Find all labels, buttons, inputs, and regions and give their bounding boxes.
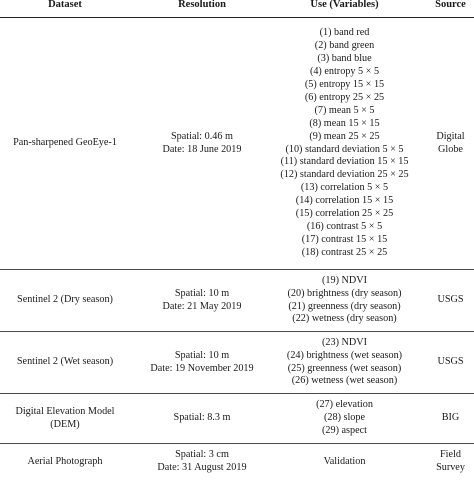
variable-item: (27) elevation: [316, 399, 373, 411]
variable-item: (24) brightness (wet season): [286, 349, 403, 361]
source-text: BIG: [441, 412, 460, 424]
resolution-spatial: Spatial: 0.46 m: [171, 130, 233, 142]
dataset-name: Aerial Photograph: [27, 455, 103, 467]
variable-item: (9) mean 25 × 25: [309, 130, 380, 142]
dataset-name: Digital Elevation Model: [15, 405, 115, 417]
resolution-cell: [138, 288, 266, 314]
variable-item: (25) greenness (wet season): [287, 362, 402, 374]
dataset-cell: [0, 356, 138, 369]
source-text: USGS: [437, 356, 464, 368]
source-cell: [423, 449, 474, 475]
source-cell: [423, 412, 474, 425]
variable-item: (18) contrast 25 × 25: [301, 246, 388, 258]
dataset-name: Pan-sharpened GeoEye-1: [13, 137, 117, 149]
header-variables: Use (Variables): [310, 0, 379, 11]
variables-cell: [266, 275, 423, 327]
table-row: [0, 18, 474, 270]
variable-item: (17) contrast 15 × 15: [301, 233, 388, 245]
resolution-spatial: Spatial: 10 m: [174, 349, 230, 361]
source-cell: [423, 356, 474, 369]
dataset-name: (DEM): [50, 418, 80, 430]
variable-item: (15) correlation 25 × 25: [295, 208, 394, 220]
variable-item: Validation: [323, 455, 366, 467]
variable-item: (7) mean 5 × 5: [314, 104, 375, 116]
resolution-date: Date: 18 June 2019: [162, 143, 242, 155]
dataset-cell: [0, 137, 138, 150]
resolution-spatial: Spatial: 3 cm: [175, 449, 229, 461]
variable-item: (8) mean 15 × 15: [309, 117, 380, 129]
dataset-name: Sentinel 2 (Dry season): [17, 294, 113, 306]
variable-item: (4) entropy 5 × 5: [309, 66, 380, 78]
source-text: Survey: [436, 462, 465, 473]
resolution-date: Date: 31 August 2019: [157, 462, 247, 473]
variables-cell: [266, 337, 423, 389]
dataset-name: Sentinel 2 (Wet season): [16, 356, 114, 368]
variable-item: (22) wetness (dry season): [292, 313, 397, 325]
dataset-cell: [0, 294, 138, 307]
source-text: Digital: [436, 130, 465, 142]
variable-item: (5) entropy 15 × 15: [304, 78, 385, 90]
variable-item: (26) wetness (wet season): [291, 375, 398, 387]
header-source: Source: [435, 0, 466, 11]
table-row: [0, 332, 474, 394]
variable-item: (14) correlation 15 × 15: [295, 195, 394, 207]
resolution-cell: [138, 350, 266, 376]
variable-item: (19) NDVI: [322, 274, 367, 286]
table-row: [0, 394, 474, 444]
variables-cell: [266, 27, 423, 259]
resolution-cell: [138, 449, 266, 475]
resolution-cell: [138, 131, 266, 157]
table-header-row: [0, 0, 474, 18]
source-cell: [423, 294, 474, 307]
variable-item: (12) standard deviation 25 × 25: [280, 169, 409, 181]
source-text: Globe: [438, 143, 463, 155]
resolution-spatial: Spatial: 10 m: [174, 287, 230, 299]
variable-item: (28) slope: [323, 412, 366, 424]
resolution-date: Date: 19 November 2019: [150, 362, 254, 374]
variable-item: (16) contrast 5 × 5: [306, 220, 383, 232]
variable-item: (23) NDVI: [322, 336, 367, 348]
resolution-cell: [138, 412, 266, 425]
variables-cell: [266, 399, 423, 438]
source-text: USGS: [437, 294, 464, 306]
variable-item: (21) greenness (dry season): [288, 300, 401, 312]
source-cell: [423, 131, 474, 157]
variable-item: (11) standard deviation 15 × 15: [280, 156, 409, 168]
dataset-cell: [0, 406, 138, 432]
variable-item: (29) aspect: [322, 424, 367, 436]
resolution-spatial: Spatial: 8.3 m: [173, 412, 231, 424]
variable-item: (6) entropy 25 × 25: [304, 91, 385, 103]
variables-cell: [266, 456, 423, 469]
resolution-date: Date: 21 May 2019: [162, 300, 242, 312]
variable-item: (20) brightness (dry season): [287, 287, 402, 299]
variable-item: (10) standard deviation 5 × 5: [285, 143, 404, 155]
header-dataset: Dataset: [48, 0, 82, 11]
variable-item: (3) band blue: [317, 53, 372, 65]
table-row: [0, 270, 474, 332]
header-resolution: Resolution: [178, 0, 226, 11]
variable-item: (2) band green: [314, 40, 375, 52]
source-text: Field: [440, 449, 461, 461]
variable-item: (1) band red: [319, 27, 370, 39]
dataset-cell: [0, 456, 138, 469]
variable-item: (13) correlation 5 × 5: [300, 182, 389, 194]
table-row: [0, 444, 474, 480]
